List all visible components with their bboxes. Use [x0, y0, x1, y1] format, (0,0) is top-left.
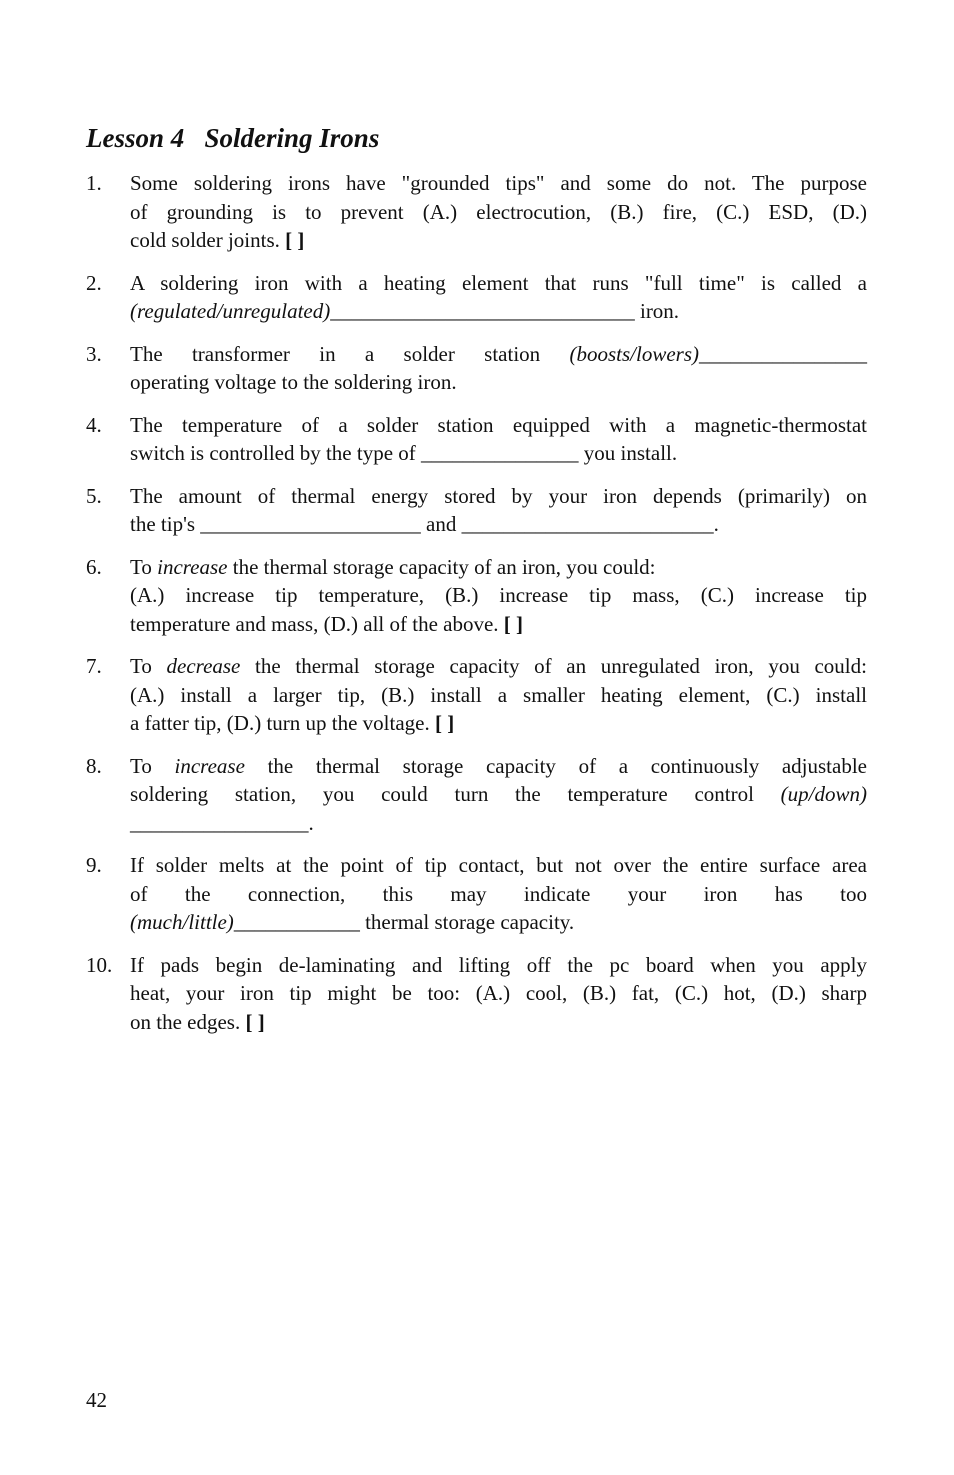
question-text-line	[130, 340, 867, 369]
question-text: temperature and mass, (D.) all of the above.	[130, 611, 504, 636]
question-text-line	[130, 610, 867, 639]
question-text: To	[130, 654, 167, 678]
question-text: cold solder joints.	[130, 228, 286, 252]
question-text-line	[130, 709, 867, 738]
question-text-line	[130, 652, 867, 681]
question-text: the thermal storage capacity of an iron, you could:	[227, 554, 656, 579]
question-text: To	[130, 753, 175, 778]
question-9	[86, 851, 867, 937]
answer-blank[interactable]: ________________	[699, 341, 867, 366]
question-text-line	[130, 1008, 867, 1037]
question-text-line: The amount of thermal energy stored by your iron depends (primarily) on	[130, 483, 867, 508]
question-8	[86, 752, 867, 838]
answer-blank[interactable]: _____________________________ iron.	[330, 299, 680, 323]
question-number: 1.	[86, 171, 102, 195]
question-text-line: of grounding is to prevent (A.) electrocution, (B.) fire, (C.) ESD, (D.)	[130, 199, 867, 224]
question-text: on the edges.	[130, 1009, 246, 1034]
question-number: 9.	[86, 853, 102, 877]
answer-blank[interactable]: _________________.	[130, 810, 314, 835]
question-text-line	[130, 752, 867, 781]
emphasis-word: decrease	[166, 654, 241, 678]
question-text-line: (A.) install a larger tip, (B.) install a smaller heating element, (C.) install	[130, 682, 867, 707]
question-text: a fatter tip, (D.) turn up the voltage.	[130, 711, 435, 735]
question-number: 6.	[86, 554, 102, 579]
answer-blank[interactable]: ____________ thermal storage capacity.	[233, 910, 575, 934]
question-text-line: operating voltage to the soldering iron.	[130, 370, 457, 394]
question-list	[86, 169, 867, 1050]
question-1	[86, 169, 867, 255]
page-title: Lesson 4 Soldering Irons	[86, 123, 380, 153]
question-number: 8.	[86, 753, 102, 778]
question-text-line: If pads begin de-laminating and lifting off the pc board when you apply	[130, 952, 867, 977]
question-text-line	[130, 908, 867, 937]
question-text-line: If solder melts at the point of tip contact, but not over the entire surface area	[130, 853, 867, 877]
question-text: The transformer in a solder station	[130, 341, 570, 366]
question-text-line	[130, 553, 867, 582]
question-10	[86, 951, 867, 1037]
question-7	[86, 652, 867, 738]
answer-bracket[interactable]: [ ]	[503, 611, 524, 636]
question-text: To	[130, 554, 158, 579]
question-3	[86, 340, 867, 397]
question-text-line: The temperature of a solder station equipped with a magnetic-thermostat	[130, 412, 867, 437]
question-5	[86, 482, 867, 539]
question-text-line[interactable]: switch is controlled by the type of _______________ you install.	[130, 441, 678, 465]
answer-bracket[interactable]: [ ]	[285, 228, 305, 252]
question-text-line: Some soldering irons have "grounded tips" and some do not. The purpose	[130, 171, 867, 195]
question-text-line	[130, 297, 867, 326]
question-text-line: (A.) increase tip temperature, (B.) increase tip mass, (C.) increase tip	[130, 583, 867, 607]
answer-bracket[interactable]: [ ]	[245, 1009, 265, 1034]
question-text-line: A soldering iron with a heating element that runs "full time" is called a	[130, 270, 867, 295]
choice-options: (regulated/unregulated)	[130, 299, 331, 323]
question-number: 5.	[86, 483, 102, 508]
question-2	[86, 269, 867, 326]
choice-options: (much/little)	[130, 910, 234, 934]
question-text: the thermal storage capacity of an unregulated iron, you could:	[240, 654, 867, 678]
answer-bracket[interactable]: [ ]	[434, 711, 455, 735]
page-number: 42	[86, 1388, 107, 1412]
question-6	[86, 553, 867, 639]
question-text: the thermal storage capacity of a continuously adjustable	[244, 753, 867, 778]
question-number: 3.	[86, 341, 102, 366]
question-text-line: of the connection, this may indicate your iron has too	[130, 881, 867, 906]
question-number: 2.	[86, 270, 102, 295]
emphasis-word: increase	[157, 554, 228, 579]
question-text: soldering station, you could turn the temperature control	[130, 782, 781, 806]
question-text-line	[130, 226, 867, 255]
question-text-line	[130, 780, 867, 809]
question-4	[86, 411, 867, 468]
choice-options: (boosts/lowers)	[569, 341, 699, 366]
emphasis-word: increase	[174, 753, 245, 778]
question-number: 7.	[86, 654, 102, 678]
question-number: 4.	[86, 412, 102, 437]
question-text-line[interactable]: the tip's _____________________ and ________________________.	[130, 512, 719, 536]
question-number: 10.	[86, 952, 113, 977]
choice-options: (up/down)	[780, 782, 867, 806]
question-text-line: heat, your iron tip might be too: (A.) cool, (B.) fat, (C.) hot, (D.) sharp	[130, 981, 867, 1005]
